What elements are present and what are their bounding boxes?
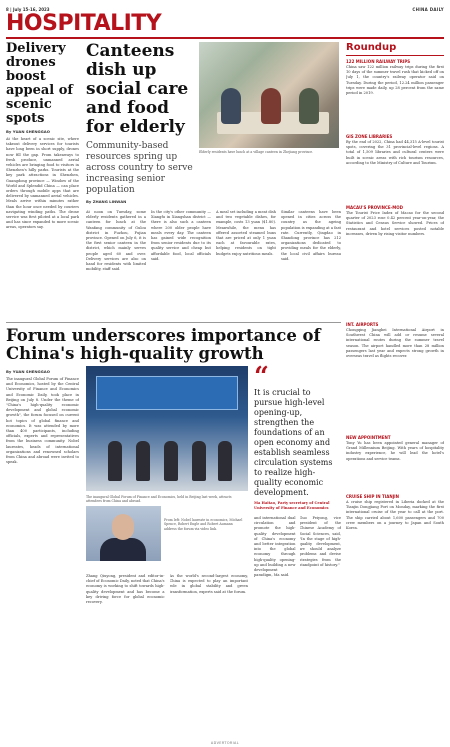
story-headline: Canteens dish up social care and food for elderly bbox=[86, 41, 189, 137]
roundup-item-head: GIS ZONE LIBRARIES bbox=[346, 134, 393, 139]
quote-attribution: Ma Haitao, Party secretary of Central University of Finance and Economics bbox=[254, 501, 330, 510]
roundup-item-head: INT. AIRPORTS bbox=[346, 322, 379, 327]
quote-mark-icon: “ bbox=[254, 362, 269, 392]
story-body-col: In the city's other community — Xiangfu in Xiangshan district — there is also such a canteen where 200 older people have meals every day. The canteen has gained wide recognition from senior residents due to its quality service and cheap but affordable food, local officials said. bbox=[151, 210, 211, 261]
story-byline: By YUAN SHENGGAO bbox=[6, 129, 50, 134]
forum-photo bbox=[86, 366, 248, 491]
roundup-item-head: 122 MILLION RAILWAY TRIPS bbox=[346, 59, 411, 64]
roundup-item-head: CRUISE SHIP IN TIANJIN bbox=[346, 494, 400, 499]
story-deck: Community-based resources spring up across country to serve increasing senior population bbox=[86, 141, 193, 195]
page-date: 8 | July 15-16, 2023 bbox=[6, 6, 50, 12]
portrait-caption: From left: Nobel laureate in economics, Michael Spence, Robert Engle and Robert Aumann address the forum via video link. bbox=[164, 518, 243, 531]
roundup-item-head: MACAU'S PROVINCE-MOD bbox=[346, 205, 403, 210]
portrait-photo bbox=[86, 506, 161, 561]
pull-quote-block bbox=[254, 362, 341, 747]
roundup-item-body: Chongqing Jiangbei International Airport in Southwest China will add or resume several international routes during the summer travel season. The airport handled more than 28 million passengers last year and expects strong growth in overseas travel as flights recover. bbox=[346, 328, 444, 359]
story-forum bbox=[6, 327, 341, 747]
roundup-title: Roundup bbox=[346, 42, 444, 56]
roundup-item-body: Tony Yu has been appointed general manager of Grand Millennium Beijing. With years of hospitality industry experience, he will lead the hotel's operations and service teams. bbox=[346, 441, 444, 461]
story-body-col: Similar canteens have been opened in cities across the country as the ageing population is expanding at a fast rate. Currently, Qingdao in Shandong province has 212 organizations dedicated to providing meals for the elderly, the local civil affairs bureau said. bbox=[281, 210, 341, 261]
main-content bbox=[6, 42, 341, 742]
story-body: At the heart of a scenic site, where takeout delivery services for tourists have long been in short supply, drones now fill the gap. From takeaways to fresh produce, unmanned aerial vehicles are bringing food to visitors in Shenzhen's hilly parks. Tourists at the key park attractions in Shenzhen, Guangdong province — Window of the World and Splendid China — can place orders through mobile apps that are delivered by unmanned aerial vehicles. Meals arrive within minutes rather than the hour once needed by couriers navigating winding paths. The drone service was first piloted at a local park and has since expanded to more scenic areas, operators say. bbox=[6, 137, 79, 230]
roundup-item-body: China saw 122 million railway trips during the first 10 days of the summer travel rush that kicked off on July 1, the country's railway operator said on Tuesday. During the period, 12.24 million passenger trips were made daily, up 28 percent from the same period in 2019. bbox=[346, 65, 444, 96]
story-headline: Forum underscores importance of China's high-quality growth bbox=[6, 326, 321, 363]
story-byline: By YUAN SHENGGAO bbox=[6, 369, 50, 374]
story-body-col: Guo Peiyong, vice president of the Chinese Academy of Social Sciences, said, "In the stage of high-quality development, we should analyze problems and devise strategies from the standpoint of history." bbox=[299, 516, 341, 567]
story-byline: By ZHANG LINWAN bbox=[86, 199, 127, 204]
photo-caption: The inaugural Global Forum of Finance and Economics, held in Beijing last week, attracts attendees from China and abroad. bbox=[86, 495, 232, 504]
roundup-item-body: The Tourist Price Index of Macao for the second quarter of 2023 rose 0.42 percent year-on-year, the Statistics and Census Service showed. Prices of restaurant and hotel services posted notable increases, driven by rising visitor numbers. bbox=[346, 211, 444, 236]
story-body-col: Zhang Qiuyong, president and editor-in-chief of Economic Daily, noted that China's economy is working to shift towards high-quality development and has become a key driving force for global economic recovery. bbox=[86, 574, 165, 605]
brand-name: CHINA DAILY bbox=[412, 6, 444, 12]
section-title: HOSPITALITY bbox=[6, 11, 162, 36]
roundup-item-body: A cruise ship registered in Liberia docked at the Tianjin Dongjiang Port on Monday, marking the first international cruise of the year to call at the port. The ship carried about 1,600 passengers and 700 crew members on a journey to Japan and South Korea. bbox=[346, 500, 444, 531]
section-rule bbox=[6, 37, 444, 39]
story-body-col: and international dual circulation and promote the high-quality development of China's economy and better integration into the global economy through high-quality opening-up and building a new development paradigm, Ma said. bbox=[254, 516, 296, 578]
story-body-col: At noon on Tuesday, some elderly residents gathered in a canteen for lunch at the Wanfang community of Gulou district in Fuzhou, Fujian province. Opened on July 6, it is the first senior canteen in the district, which mainly serves people aged 60 and over. Delivery services are also on hand for residents with limited mobility, staff said. bbox=[86, 210, 146, 272]
roundup-item-body: By the end of 2022, China had 44,315 A-level tourist spots, covering the 31 provincial-level regions. A total of 1,509 libraries and cultural centers were built in scenic areas with rich tourism resources, according to the Ministry of Culture and Tourism. bbox=[346, 140, 444, 165]
story-body-col: The inaugural Global Forum of Finance and Economics, hosted by the Central University of Finance and Economics and Economic Daily, took place in Beijing on July 8. Under the theme of "China's high-quality economic development and global economic growth", the forum focused on current hot topics of global finance and economics. It was attended by more than 400 participants, including officials, experts and representatives from the business community. Nobel laureates, heads of international organizations and renowned scholars from China and abroad were invited to speak. bbox=[6, 377, 79, 465]
pull-quote: It is crucial to pursue high-level opening-up, strengthen the foundations of an open economy and establish seamless circulation systems to realize high-quality economic development. bbox=[254, 388, 333, 497]
page-footer: ADVERTORIAL bbox=[210, 741, 240, 745]
photo-caption: Elderly residents have lunch at a village canteen in Zhejiang province. bbox=[199, 150, 314, 154]
section-divider bbox=[6, 322, 341, 323]
canteen-photo bbox=[199, 42, 339, 148]
story-headline: Delivery drones boost appeal of scenic spots bbox=[6, 41, 74, 126]
roundup-sidebar bbox=[346, 42, 444, 742]
story-body-col: As the world's second-largest economy, China is expected to play an important role in global stability and green transformation, experts said at the forum. bbox=[169, 574, 248, 594]
story-body-col: A meal set including a meat dish and two vegetable dishes, for example, costs 13 yuan ($1.80). Meanwhile, the menu has offered assorted steamed buns that are priced at only 1 yuan each at favourable rates, helping residents on tight budgets enjoy nutritious meals. bbox=[216, 210, 276, 256]
roundup-item-head: NEW APPOINTMENT bbox=[346, 435, 391, 440]
